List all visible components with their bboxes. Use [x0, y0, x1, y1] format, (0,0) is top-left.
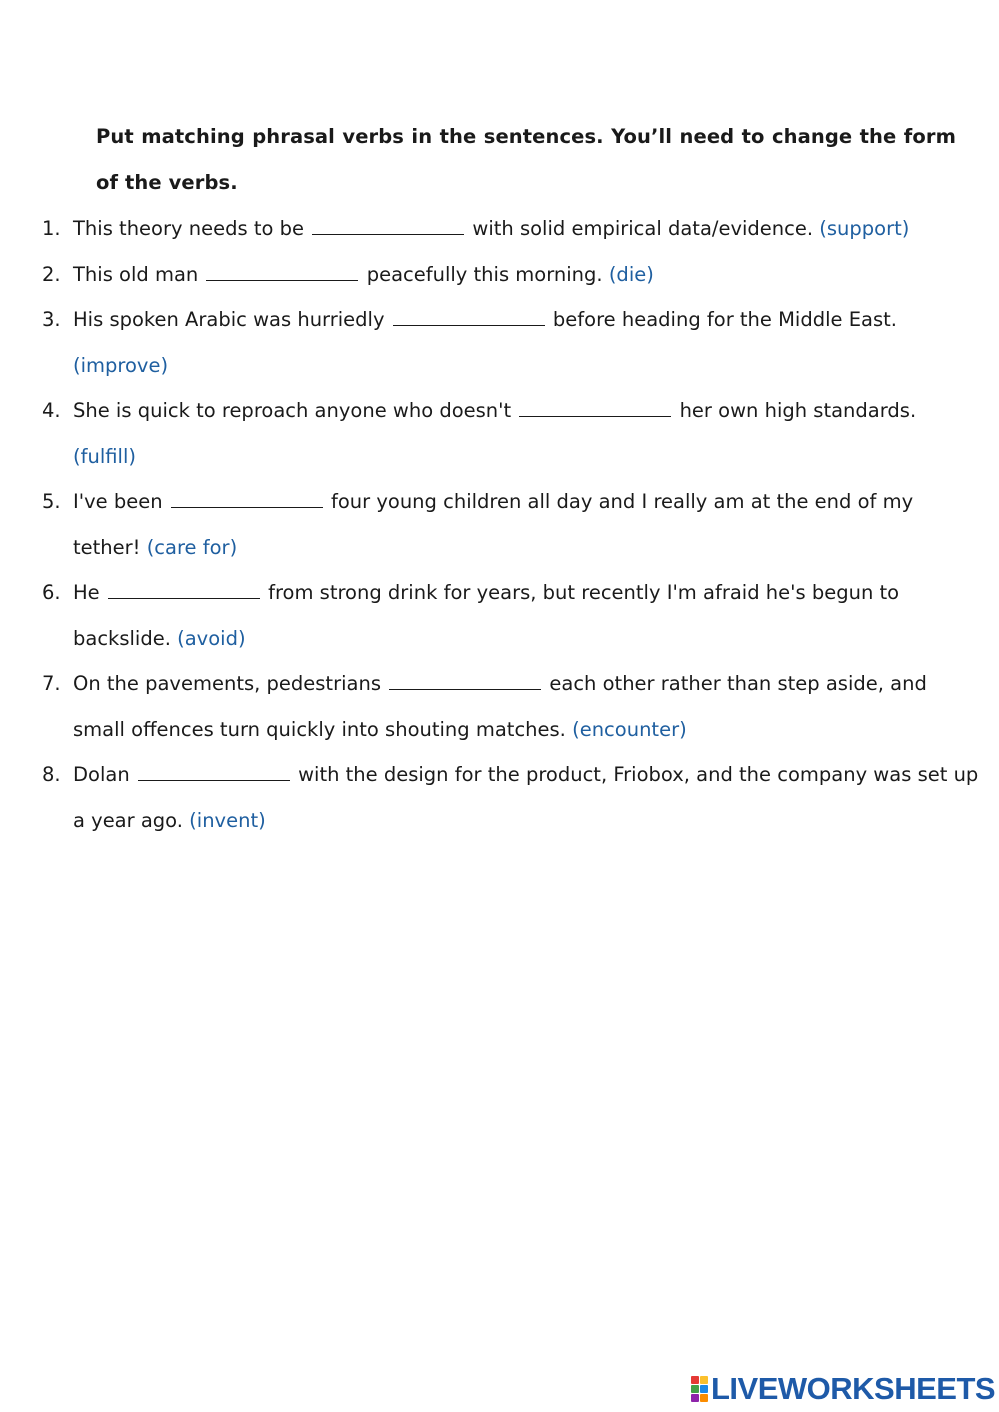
sentence-end: before heading for the Middle East. — [552, 308, 897, 331]
sentence-start: On the pavements, pedestrians — [73, 672, 381, 695]
verb-hint: (encounter) — [572, 717, 687, 741]
verb-hint: (die) — [608, 262, 654, 286]
answer-blank[interactable] — [312, 216, 464, 235]
item-number: 4. — [42, 399, 61, 422]
sentence-start: His spoken Arabic was hurriedly — [73, 308, 385, 331]
exercise-item — [42, 297, 982, 388]
sentence-end: four young children all day and I really am at the end of my tether! — [73, 490, 914, 559]
item-number: 2. — [42, 262, 61, 286]
answer-blank[interactable] — [138, 762, 290, 781]
item-number: 5. — [42, 490, 61, 513]
item-number: 6. — [42, 581, 61, 604]
verb-hint: (care for) — [146, 535, 238, 559]
sentence-start: This old man — [73, 262, 199, 286]
logo-text: LIVEWORKSHEETS — [711, 1371, 996, 1406]
verb-hint: (invent) — [189, 808, 266, 832]
answer-blank[interactable] — [171, 489, 323, 508]
exercise-item — [42, 752, 982, 843]
sentence-start: Dolan — [73, 763, 130, 786]
item-number: 1. — [42, 217, 61, 240]
item-number: 8. — [42, 763, 61, 786]
liveworksheets-logo — [691, 1372, 995, 1406]
exercise-item — [42, 252, 982, 298]
sentence-start: This theory needs to be — [73, 217, 304, 240]
exercise-list — [42, 206, 982, 843]
verb-hint: (improve) — [73, 353, 169, 377]
exercise-item — [42, 570, 982, 661]
item-number: 7. — [42, 672, 61, 695]
instruction-text: Put matching phrasal verbs in the sentences. You’ll need to change the form of the verbs. — [96, 125, 956, 194]
logo-block — [691, 1376, 699, 1384]
sentence-end: each other rather than step aside, and small offences turn quickly into shouting matches. — [73, 672, 927, 741]
sentence-start: I've been — [73, 490, 163, 513]
logo-block — [700, 1394, 708, 1402]
sentence-end: with solid empirical data/evidence. — [472, 217, 814, 240]
sentence-start: She is quick to reproach anyone who doesn't — [73, 399, 512, 422]
answer-blank[interactable] — [519, 398, 671, 417]
sentence-start: He — [73, 581, 100, 604]
sentence-end: with the design for the product, Friobox, and the company was set up a year ago. — [73, 763, 979, 832]
verb-hint: (support) — [819, 217, 910, 240]
sentence-end: from strong drink for years, but recently I'm afraid he's begun to backslide. — [73, 581, 900, 650]
logo-mark-icon — [691, 1376, 708, 1402]
answer-blank[interactable] — [206, 262, 358, 281]
logo-block — [700, 1385, 708, 1393]
verb-hint: (avoid) — [177, 626, 246, 650]
logo-block — [700, 1376, 708, 1384]
answer-blank[interactable] — [393, 307, 545, 326]
sentence-end: peacefully this morning. — [366, 262, 603, 286]
verb-hint: (fulfill) — [73, 444, 136, 468]
item-number: 3. — [42, 308, 61, 331]
sentence-end: her own high standards. — [679, 399, 917, 422]
answer-blank[interactable] — [389, 671, 541, 690]
exercise-item — [42, 479, 982, 570]
exercise-item — [42, 388, 982, 479]
exercise-item — [42, 661, 982, 752]
logo-block — [691, 1385, 699, 1393]
exercise-item — [42, 206, 982, 252]
logo-block — [691, 1394, 699, 1402]
answer-blank[interactable] — [108, 580, 260, 599]
